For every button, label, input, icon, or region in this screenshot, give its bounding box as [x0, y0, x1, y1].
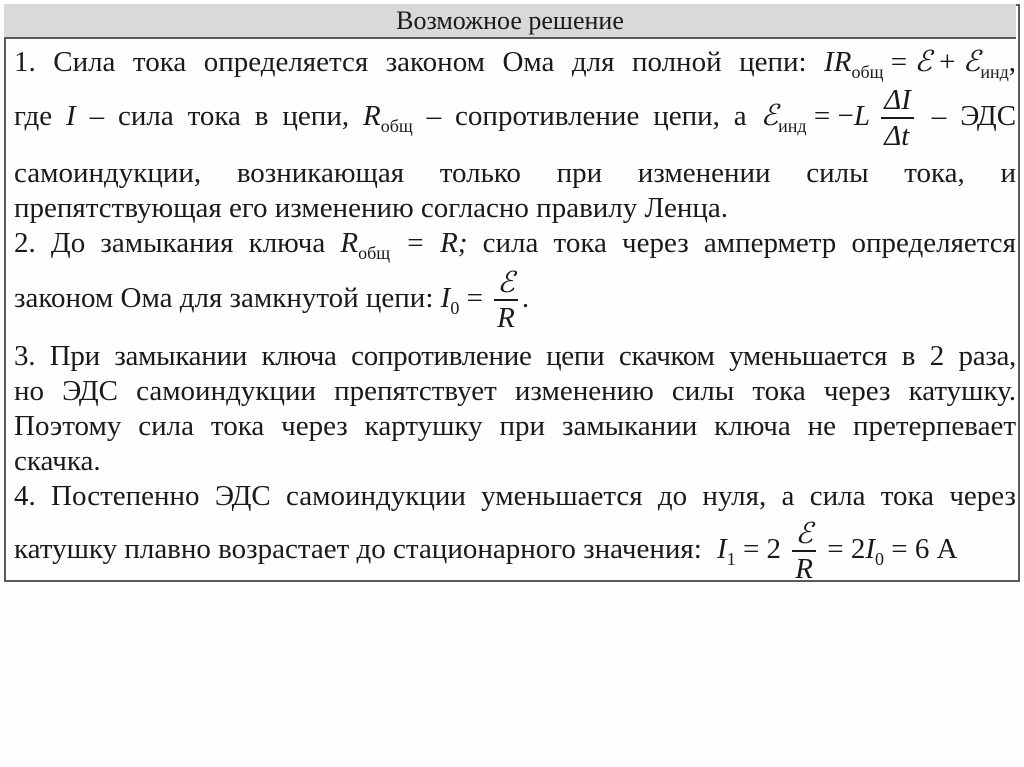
p1-text-a: 1. Сила тока определяется законом Ома для полной цепи:	[14, 46, 807, 78]
p4-line-2	[14, 516, 1016, 585]
p4-fraction: $\frac{\text{ℰ}}{R}$	[792, 519, 816, 584]
p4-line-1: 4. Постепенно ЭДС самоиндукции уменьшается до нуля, а сила тока через	[14, 480, 1016, 512]
p2-text-c: законом Ома для замкнутой цепи:	[14, 282, 434, 315]
p1-text-e: – ЭДС	[931, 100, 1017, 133]
p1-line-1	[14, 44, 1016, 83]
p3-line-2: но ЭДС самоиндукции препятствует изменению силы тока через катушку.	[14, 375, 1016, 407]
p3-line-3: Поэтому сила тока через картушку при замыкании ключа не претерпевает	[14, 410, 1016, 442]
p2-text-b: сила тока через амперметр определяется	[482, 227, 1017, 259]
p1-var-r-total: $R_{общ}$	[363, 100, 413, 137]
p2-line-2	[14, 265, 1016, 334]
p1-formula-self-emf: ℰ$_{инд}$ = −L $\frac{\Delta I}{\Delta t}$	[761, 86, 918, 151]
p3-line-1: 3. При замыкании ключа сопротивление цепи скачком уменьшается в 2 раза,	[14, 340, 1016, 372]
p1-line-4: препятствующая его изменению согласно правилу Ленца.	[14, 192, 729, 224]
p2-line-1	[14, 227, 1016, 264]
p1-text-b: где	[14, 100, 53, 133]
p1-text-d: – сопротивление цепи, а	[426, 100, 747, 133]
p1-var-i: I	[65, 100, 76, 133]
p1-text-c: – сила тока в цепи,	[89, 100, 350, 133]
p1-line-2	[14, 86, 1016, 151]
p2-formula-r: $R_{общ} = R$;	[340, 227, 468, 263]
p1-line-3: самоиндукции, возникающая только при изменении силы тока, и	[14, 157, 1016, 189]
p2-text-a: 2. До замыкания ключа	[14, 227, 326, 259]
table-header: Возможное решение	[4, 4, 1016, 39]
p2-fraction: $\frac{\text{ℰ}}{R}$	[494, 268, 518, 333]
p2-formula-i0: $I_0$ = $\frac{\text{ℰ}}{R}$ .	[440, 265, 530, 334]
solution-table	[4, 4, 1018, 585]
p1-fraction: $\frac{\Delta I}{\Delta t}$	[881, 86, 914, 151]
p1-formula-ohm: $IR_{общ}$ = ℰ + ℰ$_{инд}$,	[824, 44, 1016, 82]
p4-text-a: катушку плавно возрастает до стационарного значения:	[14, 533, 702, 566]
p3-line-4: скачка.	[14, 445, 101, 477]
p4-formula: $I_1 = 2$ $\frac{\text{ℰ}}{R}$ = $2I_0 = 6$ А	[717, 516, 958, 585]
